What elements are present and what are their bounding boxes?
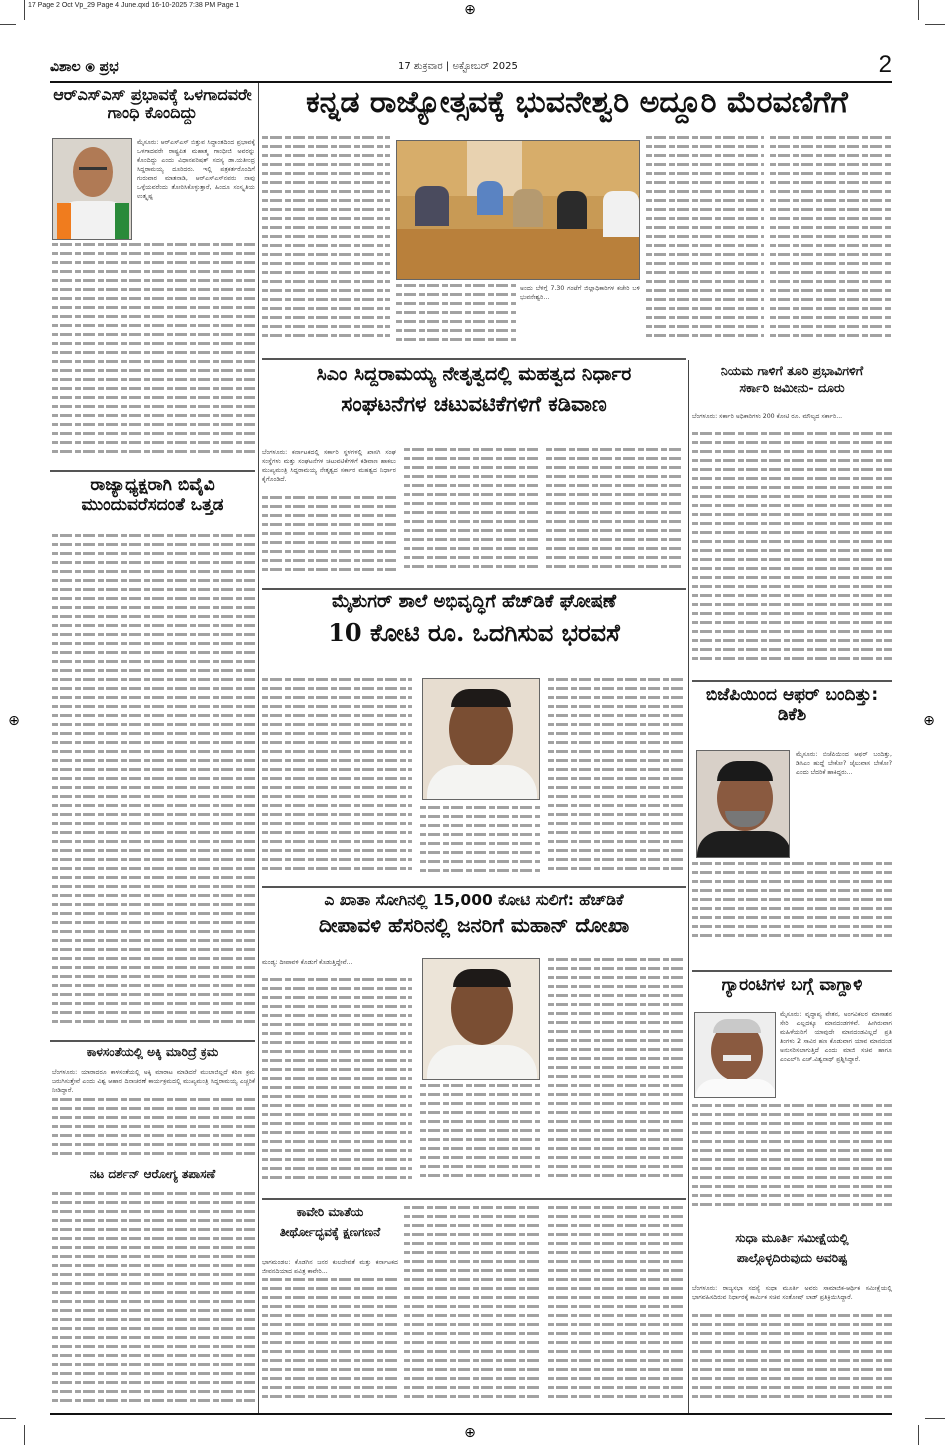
- story-cm-decision: [262, 364, 686, 442]
- headline: ತೀರ್ಥೋದ್ಭವಕ್ಕೆ ಕ್ಷಣಗಣನೆ: [279, 1224, 381, 1239]
- crop-mark: [925, 1418, 945, 1419]
- headline: ಬಿಜೆಪಿಯಿಂದ ಆಫರ್ ಬಂದಿತ್ತು: ಡಿಕೆಶಿ: [705, 686, 879, 725]
- headline: 10 ಕೋಟಿ ರೂ. ಒದಗಿಸುವ ಭರವಸೆ: [328, 617, 620, 647]
- story-text: ಬೆಂಗಳೂರು: ಸರ್ಕಾರಿ ಅಧಿಕಾರಿಗಳು 200 ಕೋಟಿ ರೂ. ಮೌಲ್ಯದ ಸರ್ಕಾರಿ...: [692, 413, 843, 420]
- page-number: 2: [878, 51, 892, 78]
- story-mysugar: [262, 592, 686, 672]
- story-kaveri: [262, 1206, 398, 1254]
- story-text-block: [546, 448, 684, 578]
- dateline: 17 ಶುಕ್ರವಾರ | ಅಕ್ಟೋಬರ್ 2025: [398, 61, 518, 72]
- story-text-block: [420, 1084, 540, 1188]
- story-a-khata: [262, 892, 686, 954]
- headline: ಕನ್ನಡ ರಾಜ್ಯೋತ್ಸವಕ್ಕೆ ಭುವನೇಶ್ವರಿ ಅದ್ದೂರಿ ಮೆರವಣಿಗೆಗೆ: [306, 86, 848, 120]
- story-text-block: [548, 678, 684, 878]
- crop-mark: [0, 1418, 16, 1419]
- hd-kumaraswamy-photo-2: [422, 958, 540, 1080]
- headline: ಆರ್‌ಎಸ್‌ಎಸ್ ಪ್ರಭಾವಕ್ಕೆ ಒಳಗಾದವರೇ ಗಾಂಧಿ ಕೊಂದಿದ್ದು: [53, 86, 252, 123]
- story-text-block: [52, 534, 255, 1034]
- dk-shivakumar-photo: [696, 750, 790, 858]
- meeting-room-officials-photo: [396, 140, 640, 280]
- registration-mark-icon: ⊕: [8, 713, 20, 729]
- story-text-block: [404, 448, 538, 578]
- story-darshan-health: [50, 1168, 255, 1188]
- section-rule: [50, 1040, 255, 1042]
- story-text: ಮೈಸೂರು: ಬಿಜೆಪಿಯಿಂದ ಆಫರ್ ಬಂದಿತ್ತು, ಡಿಸಿಎಂ ಹುದ್ದೆ ಬೇಕೋ? ಜೈಲುವಾಸ ಬೇಕೋ? ಎಂದು ಬೆದರಿಕೆ ಹಾಕಿದ್ದರು...: [796, 751, 892, 776]
- story-bjp-offer: [692, 686, 892, 736]
- column-divider: [258, 83, 259, 1413]
- story-text-block: [770, 136, 892, 346]
- headline: ಕಾವೇರಿ ಮಾತೆಯ: [296, 1206, 364, 1219]
- registration-mark-icon: ⊕: [464, 1425, 476, 1441]
- headline: ಸರ್ಕಾರಿ ಜಮೀನು- ದೂರು: [739, 380, 845, 396]
- headline: ಎ ಖಾತಾ ಸೋಗಿನಲ್ಲಿ 15,000 ಕೋಟಿ ಸುಲಿಗೆ: ಹೆಚ್‌ಡಿಕೆ: [324, 892, 624, 909]
- newspaper-logo: ವಿಶಾಲ ⦿ ಪ್ರಭ: [50, 59, 119, 75]
- story-text: ಮೈಸೂರು: ಆರ್‌ಎಸ್‌ಎಸ್ ಬಿತ್ತುವ ಸಿದ್ಧಾಂತದಿಂದ ಪ್ರಭಾವಕ್ಕೆ ಒಳಗಾದವರೇ ರಾಷ್ಟ್ರಪಿತ ಮಹಾತ್ಮ ಗಾಂಧೀಜಿ ಅವರನ್ನು ಕೊಂದಿದ್ದು ಎಂದು ವಿಧಾನಪರಿಷತ್ ಸದಸ್ಯ ಡಾ.ಯತೀಂದ್ರ ಸಿದ್ದರಾಮಯ್ಯ ದೂರಿದರು. ಇಲ್ಲಿ ಪತ್ರಕರ್ತರೊಂದಿಗೆ ಗುರುವಾರ ಮಾತನಾಡಿ, ಆರ್‌ಎಸ್‌ಎಸ್‌ನವರು ನಾವು ಒಳ್ಳೆಯವರೆಂದು ತೋರಿಸಿಕೊಳ್ಳುತ್ತಾರೆ, ಹಿಂದೂ ಸಂಸ್ಕೃತಿಯ ಉತ್ಕೃಷ್ಟ: [137, 139, 255, 200]
- headline: ನಟ ದರ್ಶನ್ ಆರೋಗ್ಯ ತಪಾಸಣೆ: [89, 1168, 216, 1181]
- story-text: ಅಂದು ಬೆಳಿಗ್ಗೆ 7.30 ಗಂಟೆಗೆ ಜಿಲ್ಲಾಧಿಕಾರಿಗಳ ಕಚೇರಿ ಬಳಿ ಭುವನೇಶ್ವರಿ...: [520, 285, 640, 301]
- story-text: ಬೆಂಗಳೂರು: ಕರ್ನಾಟಕದಲ್ಲಿ ಸರ್ಕಾರಿ ಸ್ಥಳಗಳಲ್ಲಿ ಖಾಸಗಿ ಸಂಘ ಸಂಸ್ಥೆಗಳು ಮತ್ತು ಸಂಘಟನೆಗಳ ಚಟುವಟಿಕೆಗಳಿಗೆ ಕಡಿವಾಣ ಹಾಕಲು ಮುಖ್ಯಮಂತ್ರಿ ಸಿದ್ದರಾಮಯ್ಯ ನೇತೃತ್ವದ ಸರ್ಕಾರ ಮಹತ್ವದ ನಿರ್ಧಾರ ಕೈಗೊಂಡಿದೆ.: [262, 449, 396, 483]
- story-text-block: [262, 1278, 398, 1410]
- masthead-rule: [50, 81, 892, 83]
- print-slug: 17 Page 2 Oct Vp_29 Page 4 June.qxd 16-10-2025 7:38 PM Page 1: [28, 2, 240, 9]
- story-text: ಮೈಸೂರು: ವೃದ್ಧಾಪ್ಯ ವೇತನ, ಅಂಗವಿಕಲರ ಮಾಸಾಶನ ಸೇರಿ ಎಲ್ಲದಕ್ಕೂ ಮಾನದಂಡಗಳಿವೆ. ಹೀಗಿರುವಾಗ ಮಹಿಳೆಯರಿಗೆ ಯಾವುದೇ ಮಾನದಂಡವಿಲ್ಲದೆ ಪ್ರತಿ ತಿಂಗಳು 2 ಸಾವಿರ ಹಣ ಕೊಡುವಾಗ ಯಾವ ಮಾನದಂಡ ಅನುಸರಿಸಲಾಗುತ್ತಿದೆ ಎಂದು ಮಾಜಿ ಸಚಿವ ಹಾಗೂ ಎಂಎಲ್‌ಸಿ ಎಚ್.ವಿಶ್ವನಾಥ್ ಪ್ರಶ್ನಿಸಿದ್ದಾರೆ.: [780, 1011, 892, 1063]
- section-rule: [50, 470, 255, 472]
- crop-mark: [24, 0, 25, 20]
- section-rule: [262, 358, 686, 360]
- headline: ಕಾಳಸಂತೆಯಲ್ಲಿ ಅಕ್ಕಿ ಮಾರಿದ್ರೆ ಕ್ರಮ: [86, 1046, 219, 1059]
- registration-mark-icon: ⊕: [923, 713, 935, 729]
- story-text-block: [396, 284, 516, 346]
- story-guarantees: [692, 976, 892, 1002]
- story-text-block: [548, 1206, 684, 1410]
- story-rice-black-market: [50, 1046, 255, 1066]
- yathindra-siddaramaiah-photo: [52, 138, 132, 240]
- section-rule: [692, 680, 892, 682]
- story-text: ಮಂಡ್ಯ: ದೀಪಾವಳಿ ಕೊಡುಗೆ ಕೊಡುತ್ತಿದ್ದೇವೆ...: [262, 959, 353, 966]
- crop-mark: [0, 24, 16, 25]
- crop-mark: [24, 1425, 25, 1445]
- headline: ಸಿಎಂ ಸಿದ್ದರಾಮಯ್ಯ ನೇತೃತ್ವದಲ್ಲಿ ಮಹತ್ವದ ನಿರ್ಧಾರ: [316, 364, 632, 385]
- headline: ಮೈಶುಗರ್ ಶಾಲೆ ಅಭಿವೃದ್ಧಿಗೆ ಹೆಚ್‌ಡಿಕೆ ಘೋಷಣೆ: [331, 592, 617, 612]
- headline: ದೀಪಾವಳಿ ಹೆಸರಿನಲ್ಲಿ ಜನರಿಗೆ ಮಹಾನ್ ದೋಖಾ: [318, 912, 630, 937]
- hd-kumaraswamy-photo: [422, 678, 540, 800]
- story-text-block: [548, 958, 684, 1188]
- registration-mark-icon: ⊕: [464, 2, 476, 18]
- story-bvy-president: [50, 476, 255, 528]
- crop-mark: [918, 0, 919, 20]
- story-govt-land: [692, 364, 892, 408]
- section-rule: [262, 886, 686, 888]
- headline: ಗ್ಯಾರಂಟಿಗಳ ಬಗ್ಗೆ ವಾಗ್ದಾಳಿ: [721, 976, 863, 995]
- column-divider: [688, 360, 689, 1413]
- section-rule: [262, 1198, 686, 1200]
- story-text: ಬೆಂಗಳೂರು: ಯಾರಾದರೂ ಕಾಳಸಂತೆಯಲ್ಲಿ ಅಕ್ಕಿ ಮಾರಾಟ ಮಾಡಿದರೆ ಮುಲಾಜಿಲ್ಲದೆ ಕಠಿಣ ಕ್ರಮ ಜರುಗಿಸುತ್ತೇವೆ ಎಂದು ವಿಶ್ವ ಆಹಾರ ದಿನಾಚರಣೆ ಕಾರ್ಯಕ್ರಮದಲ್ಲಿ ಮುಖ್ಯಮಂತ್ರಿ ಸಿದ್ದರಾಮಯ್ಯ ಎಚ್ಚರಿಕೆ ನೀಡಿದ್ದಾರೆ.: [52, 1069, 255, 1094]
- story-text-block: [262, 978, 412, 1188]
- headline: ನಿಯಮ ಗಾಳಿಗೆ ತೂರಿ ಪ್ರಭಾವಿಗಳಿಗೆ: [720, 364, 864, 378]
- story-rss-gandhi: [50, 86, 255, 134]
- section-rule: [262, 588, 686, 590]
- story-sudha-murthy: [692, 1232, 892, 1280]
- story-text-block: [52, 1192, 255, 1410]
- story-text: ಭಾಗಮಂಡಲ: ಕೊಡಗಿನ ಜನರ ಕುಲದೇವತೆ ಮತ್ತು ಕರ್ನಾಟಕದ ಜೀವನದಿಯಾದ ಪವಿತ್ರ ಕಾವೇರಿ...: [262, 1259, 398, 1275]
- story-text-block: [52, 1098, 255, 1162]
- story-text-block: [420, 806, 540, 878]
- story-text-block: [262, 678, 412, 878]
- headline: ಸುಧಾ ಮೂರ್ತಿ ಸಮೀಕ್ಷೆಯಲ್ಲಿ: [735, 1232, 849, 1245]
- story-text-block: [692, 432, 892, 672]
- story-text-block: [262, 136, 390, 346]
- crop-mark: [925, 24, 945, 25]
- story-text-block: [404, 1206, 540, 1410]
- headline: ಪಾಲ್ಗೊಳ್ಳದಿರುವುದು ಅವರಿಷ್ಟ: [736, 1250, 848, 1265]
- section-rule: [692, 970, 892, 972]
- story-text-block: [692, 1314, 892, 1410]
- story-text-block: [692, 862, 892, 948]
- story-text-block: [692, 1104, 892, 1218]
- story-text: ಬೆಂಗಳೂರು: ರಾಜ್ಯಸಭಾ ಸದಸ್ಯೆ ಸುಧಾ ಮೂರ್ತಿ ಅವರು ಸಾಮಾಜಿಕ-ಆರ್ಥಿಕ ಸಮೀಕ್ಷೆಯಲ್ಲಿ ಭಾಗವಹಿಸದಿರುವ ನಿರ್ಧಾರಕ್ಕೆ ಕಾರ್ಮಿಕ ಸಚಿವ ಸಂತೋಷ್ ಲಾಡ್ ಪ್ರತಿಕ್ರಿಯಿಸಿದ್ದಾರೆ.: [692, 1285, 892, 1301]
- story-text-block: [262, 496, 396, 578]
- headline: ರಾಜ್ಯಾಧ್ಯಕ್ಷರಾಗಿ ಬಿವೈವಿ ಮುಂದುವರೆಸದಂತೆ ಒತ್ತಡ: [81, 476, 224, 515]
- story-kannada-rajyotsava: [262, 86, 892, 132]
- page-bottom-rule: [50, 1413, 892, 1415]
- crop-mark: [918, 1425, 919, 1445]
- story-text-block: [646, 136, 764, 346]
- headline: ಸಂಘಟನೆಗಳ ಚಟುವಟಿಕೆಗಳಿಗೆ ಕಡಿವಾಣ: [341, 391, 607, 416]
- story-text-block: [52, 243, 255, 463]
- masthead: [50, 51, 892, 79]
- h-vishwanath-photo: [694, 1012, 776, 1098]
